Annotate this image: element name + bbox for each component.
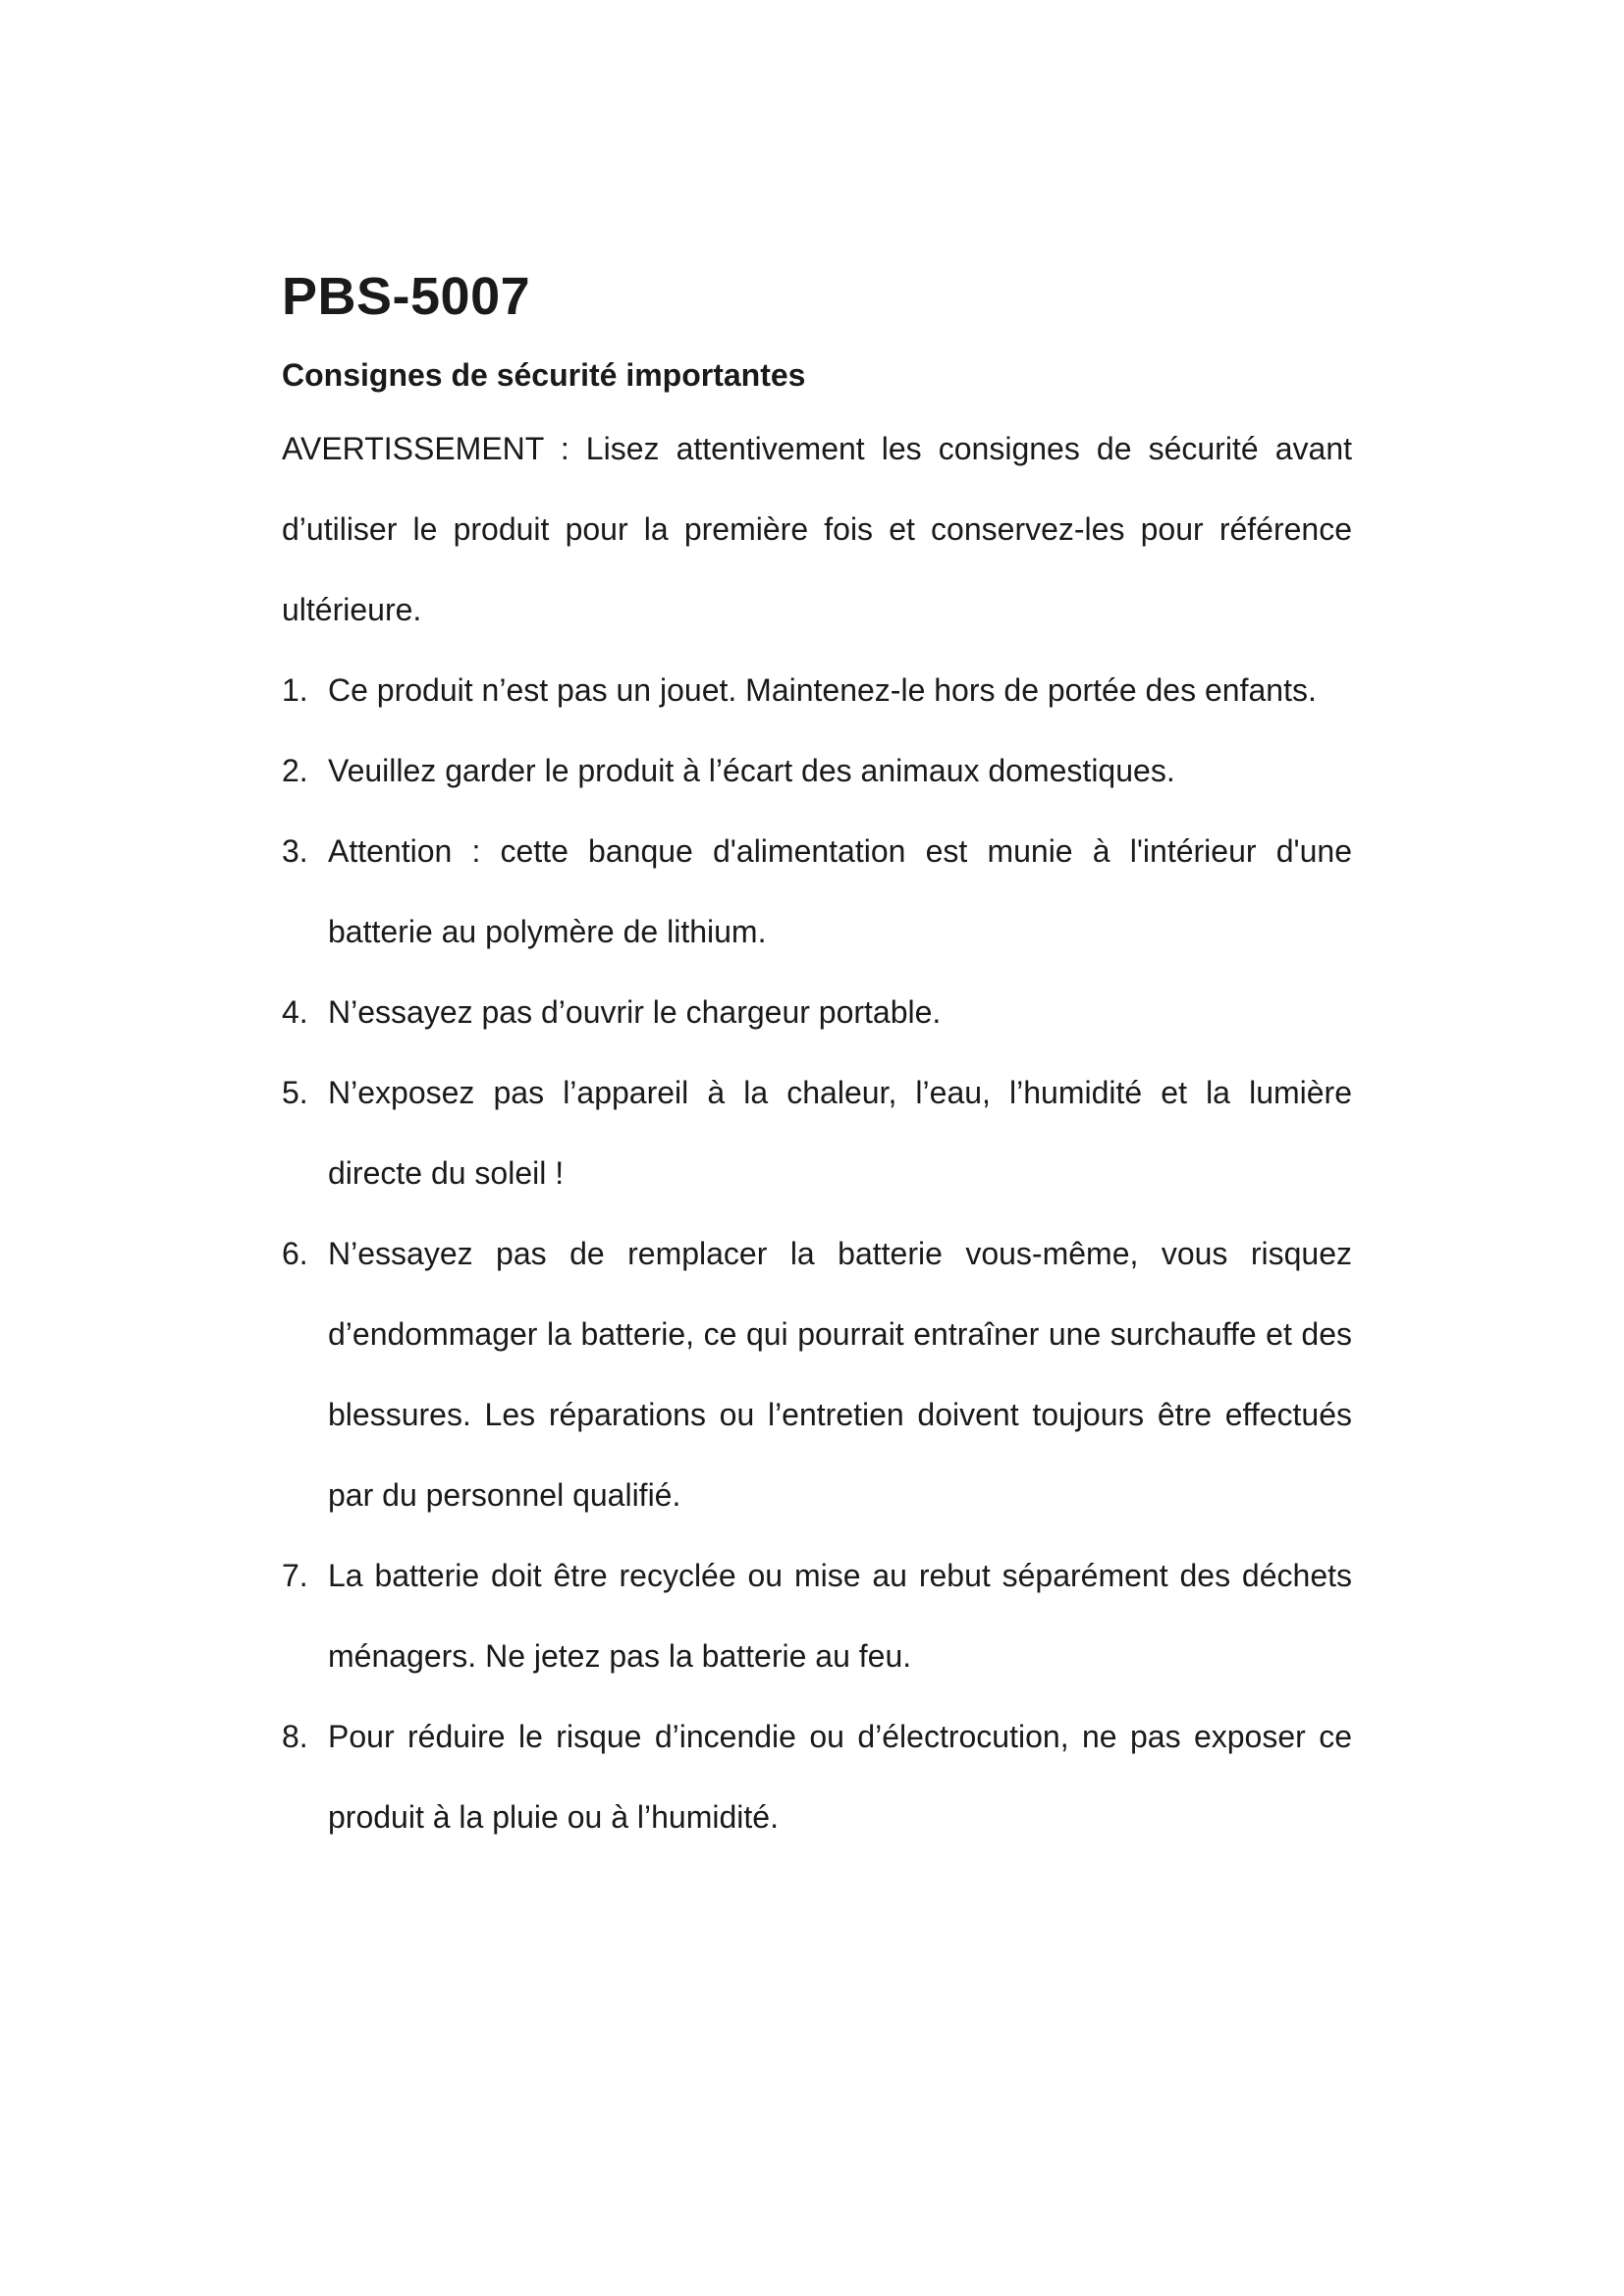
document-subtitle: Consignes de sécurité importantes (282, 357, 806, 393)
document-page (282, 257, 1352, 1857)
safety-instructions-list (282, 650, 1352, 1857)
item-text: N’exposez pas l’appareil à la chaleur, l’eau, l’humidité et la lumière directe du soleil ! (328, 1075, 1352, 1191)
list-item (282, 1213, 1352, 1535)
item-text: N’essayez pas de remplacer la batterie vous-même, vous risquez d’endommager la batterie, ce qui pourrait entraîner une surchauffe et des blessures. Les réparations ou l’entretien doivent toujours être effectués par du personnel qualifié. (328, 1236, 1352, 1513)
item-number: 4. (282, 994, 308, 1030)
list-item (282, 730, 1352, 811)
item-text: La batterie doit être recyclée ou mise au rebut séparément des déchets ménagers. Ne jetez pas la batterie au feu. (328, 1558, 1352, 1674)
item-number: 1. (282, 672, 308, 708)
item-text: Attention : cette banque d'alimentation est munie à l'intérieur d'une batterie au polymère de lithium. (328, 833, 1352, 949)
item-text: Pour réduire le risque d’incendie ou d’électrocution, ne pas exposer ce produit à la pluie ou à l’humidité. (328, 1719, 1352, 1835)
item-number: 5. (282, 1075, 308, 1110)
item-number: 8. (282, 1719, 308, 1754)
item-number: 2. (282, 753, 308, 788)
list-item (282, 1052, 1352, 1213)
list-item (282, 972, 1352, 1052)
item-text: Veuillez garder le produit à l’écart des animaux domestiques. (328, 753, 1175, 788)
item-text: Ce produit n’est pas un jouet. Maintenez-le hors de portée des enfants. (328, 672, 1317, 708)
list-item (282, 1696, 1352, 1857)
document-title: PBS-5007 (282, 267, 531, 326)
list-item (282, 811, 1352, 972)
warning-paragraph: AVERTISSEMENT : Lisez attentivement les consignes de sécurité avant d’utiliser le produit pour la première fois et conservez-les pour référence ultérieure. (282, 431, 1352, 627)
list-item (282, 650, 1352, 730)
item-number: 6. (282, 1236, 308, 1271)
item-text: N’essayez pas d’ouvrir le chargeur portable. (328, 994, 942, 1030)
item-number: 7. (282, 1558, 308, 1593)
list-item (282, 1535, 1352, 1696)
item-number: 3. (282, 833, 308, 869)
